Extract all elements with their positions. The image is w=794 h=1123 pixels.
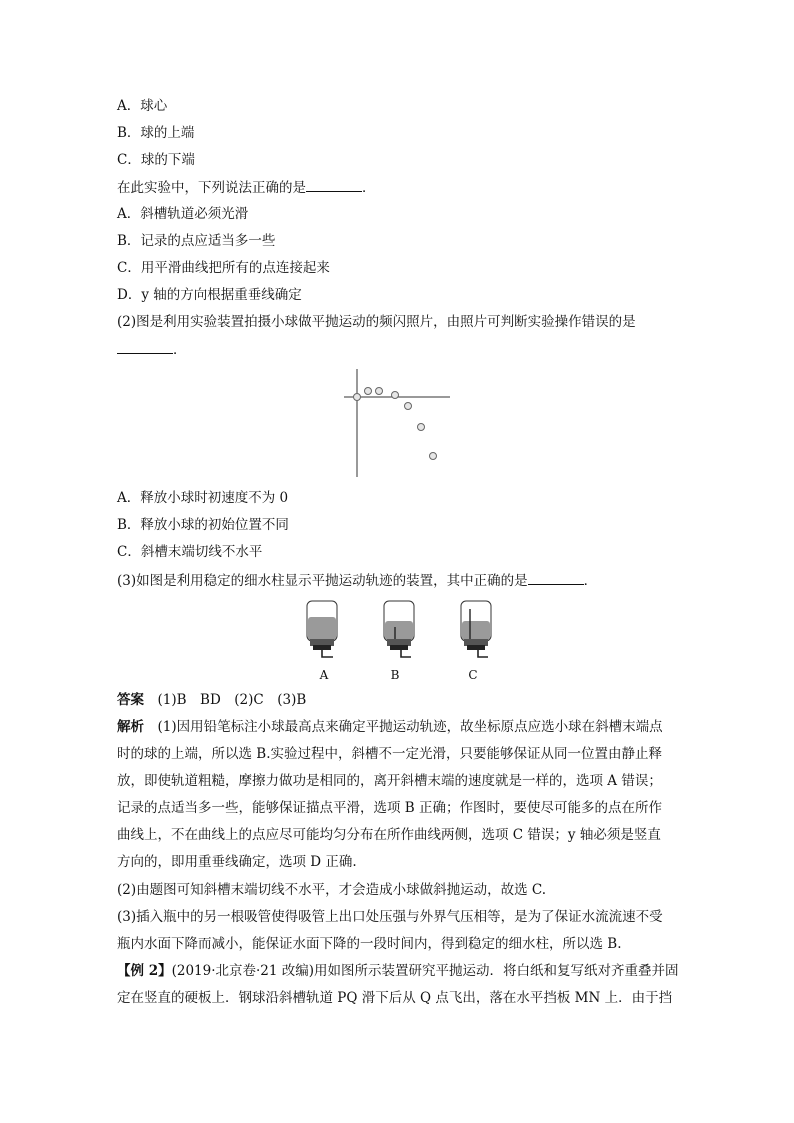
example-line-1 bbox=[117, 961, 682, 981]
example-tag: 【例 2】 bbox=[117, 963, 172, 979]
ball-position-5 bbox=[405, 403, 412, 410]
q3-stem: (3)如图是利用稳定的细水柱显示平抛运动轨迹的装置，其中正确的是 ． bbox=[117, 570, 682, 591]
answer-blank bbox=[306, 177, 362, 192]
bottle-label-a: A bbox=[319, 668, 329, 682]
answer-label: 答案 bbox=[117, 692, 144, 708]
q1b-option-c: C．用平滑曲线把所有的点连接起来 bbox=[117, 260, 330, 276]
q1b-stem-text: 在此实验中，下列说法正确的是 bbox=[117, 180, 306, 196]
q2-option-b: B．释放小球的初始位置不同 bbox=[117, 517, 289, 533]
q3-stem-text: (3)如图是利用稳定的细水柱显示平抛运动轨迹的装置，其中正确的是 bbox=[117, 573, 528, 589]
answer-text: (1)B BD (2)C (3)B bbox=[157, 692, 307, 708]
ball-position-3 bbox=[376, 388, 383, 395]
analysis-line-6: 方向的，即用重垂线确定，选项 D 正确. bbox=[117, 854, 357, 870]
q2-option-a: A．释放小球时初速度不为 0 bbox=[117, 490, 289, 506]
bottle-label-c: C bbox=[468, 668, 478, 682]
analysis-part-2: (2)由题图可知斜槽末端切线不水平，才会造成小球做斜抛运动，故选 C. bbox=[117, 882, 547, 898]
analysis-line-1 bbox=[117, 717, 682, 737]
ball-position-4 bbox=[392, 392, 399, 399]
analysis-label: 解析 bbox=[117, 719, 144, 735]
q1b-option-b: B．记录的点应适当多一些 bbox=[117, 233, 276, 249]
ball-position-1 bbox=[354, 394, 361, 401]
q1-option-c: C．球的下端 bbox=[117, 152, 195, 168]
q1b-stem: 在此实验中，下列说法正确的是 ． bbox=[117, 177, 682, 198]
analysis-line-4: 记录的点适当多一些，能够保证描点平滑，选项 B 正确；作图时，要使尽可能多的点在所作 bbox=[117, 800, 663, 816]
ball-position-7 bbox=[430, 453, 437, 460]
q1-option-a: A．球心 bbox=[117, 98, 168, 114]
analysis-line-3: 放，即使轨道粗糙，摩擦力做功是相同的，离开斜槽末端的速度就是一样的，选项 A 错误； bbox=[117, 773, 662, 789]
example-tag-text: 例 2 bbox=[130, 963, 159, 979]
bottle-figure-b bbox=[377, 597, 427, 665]
bottle-figure-c bbox=[454, 597, 504, 665]
ball-position-2 bbox=[365, 388, 372, 395]
answer-line bbox=[117, 690, 682, 710]
q1b-option-d: D．y 轴的方向根据重垂线确定 bbox=[117, 287, 302, 303]
q2-stem-blank: ． bbox=[117, 339, 682, 360]
bottle-figure-a bbox=[300, 597, 350, 665]
q2-option-c: C．斜槽末端切线不水平 bbox=[117, 544, 263, 560]
analysis-part-3-line-1: (3)插入瓶中的另一根吸管使得吸管上出口处压强与外界气压相等，是为了保证水流流速不受 bbox=[117, 909, 663, 925]
strobe-photo-figure bbox=[330, 365, 460, 480]
analysis-text-1: (1)因用铅笔标注小球最高点来确定平抛运动轨迹，故坐标原点应选小球在斜槽末端点 bbox=[157, 719, 663, 735]
analysis-line-5: 曲线上，不在曲线上的点应尽可能均匀分布在所作曲线两侧，选项 C 错误；y 轴必须是竖直 bbox=[117, 827, 661, 843]
answer-blank bbox=[528, 570, 584, 585]
bottle-label-b: B bbox=[390, 668, 400, 682]
q1-option-b: B．球的上端 bbox=[117, 125, 195, 141]
example-text-1: (2019·北京卷·21 改编)用如图所示装置研究平抛运动．将白纸和复写纸对齐重叠并固 bbox=[171, 963, 679, 979]
analysis-part-3-line-2: 瓶内水面下降而减小，能保证水面下降的一段时间内，得到稳定的细水柱，所以选 B. bbox=[117, 936, 622, 952]
q2-stem: (2)图是利用实验装置拍摄小球做平抛运动的频闪照片，由照片可判断实验操作错误的是 bbox=[117, 314, 636, 330]
analysis-line-2: 时的球的上端，所以选 B.实验过程中，斜槽不一定光滑，只要能够保证从同一位置由静止释 bbox=[117, 746, 663, 762]
example-line-2: 定在竖直的硬板上．钢球沿斜槽轨道 PQ 滑下后从 Q 点飞出，落在水平挡板 MN 上．由于挡 bbox=[117, 990, 673, 1006]
ball-position-6 bbox=[418, 424, 425, 431]
q1b-option-a: A．斜槽轨道必须光滑 bbox=[117, 206, 249, 222]
answer-blank bbox=[117, 339, 173, 354]
